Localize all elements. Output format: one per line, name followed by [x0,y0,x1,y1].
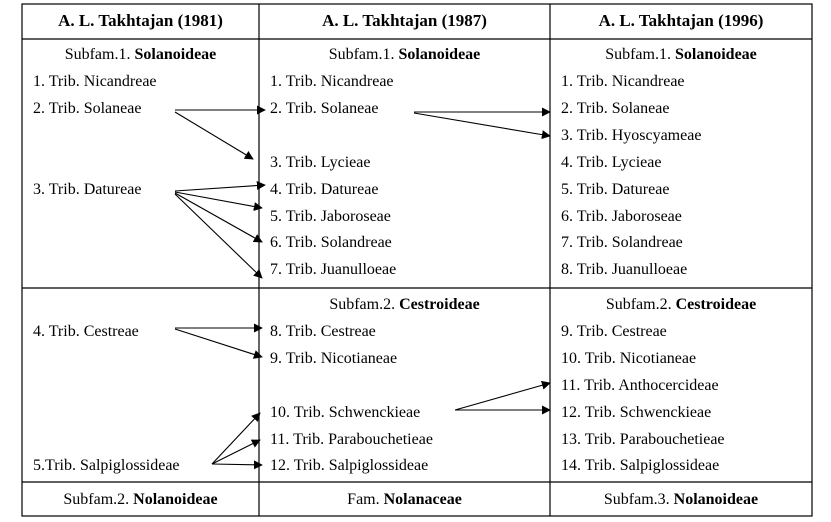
arrow-salpiglossideae-to-parabouchetieae [212,440,260,464]
arrow-datureae-to-datureae [175,185,265,191]
col3-tribe-anthocercideae: 11. Trib. Anthocercideae [561,377,719,394]
col3-tribe-solandreae: 7. Trib. Solandreae [561,234,683,251]
col2-tribe-schwenckieae: 10. Trib. Schwenckieae [270,404,421,421]
col1-tribe-nicandreae: 1. Trib. Nicandreae [33,73,157,90]
col3-tribe-solaneae: 2. Trib. Solaneae [561,100,670,117]
col2-tribe-datureae: 4. Trib. Datureae [270,181,379,198]
col3-tribe-schwenckieae: 12. Trib. Schwenckieae [561,404,712,421]
arrow-cestreae-to-nicotianeae [175,329,262,357]
col2-tribe-salpiglossideae: 12. Trib. Salpiglossideae [270,457,429,474]
col3-tribe-datureae: 5. Trib. Datureae [561,181,670,198]
col3-tribe-hyoscyameae: 3. Trib. Hyoscyameae [561,127,702,144]
col3-tribe-parabouchetieae: 13. Trib. Parabouchetieae [561,431,725,448]
arrow-solaneae-to-lycieae [175,112,253,159]
arrow-datureae-to-juanulloeae [175,194,262,278]
col1-subfamily-1: Subfam.1. Solanoideae [64,46,217,63]
col2-tribe-juanulloeae: 7. Trib. Juanulloeae [270,261,397,278]
col2-family-nolanaceae: Fam. Nolanaceae [347,491,462,508]
col1-tribe-salpiglossideae: 5.Trib. Salpiglossideae [33,457,180,474]
header-1987: A. L. Takhtajan (1987) [322,11,487,30]
col2-tribe-nicandreae: 1. Trib. Nicandreae [270,73,394,90]
col3-subfamily-2: Subfam.2. Cestroideae [605,296,757,313]
col3-tribe-lycieae: 4. Trib. Lycieae [561,154,662,171]
col2-tribe-solaneae: 2. Trib. Solaneae [270,100,379,117]
col2-tribe-parabouchetieae: 11. Trib. Parabouchetieae [270,431,433,448]
col2-tribe-nicotianeae: 9. Trib. Nicotianeae [270,350,398,367]
col2-subfamily-1: Subfam.1. Solanoideae [328,46,481,63]
col1-subfamily-2: Subfam.2. Nolanoideae [63,491,218,508]
col2-tribe-lycieae: 3. Trib. Lycieae [270,154,371,171]
header-1996: A. L. Takhtajan (1996) [598,11,764,30]
col2-tribe-cestreae: 8. Trib. Cestreae [270,323,376,340]
arrow-salpiglossideae-to-schwenckieae [212,413,260,464]
col3-tribe-nicotianeae: 10. Trib. Nicotianeae [561,350,697,367]
arrow-salpiglossideae-to-salpiglossideae [212,464,262,465]
header-1981: A. L. Takhtajan (1981) [58,11,223,30]
col3-tribe-cestreae: 9. Trib. Cestreae [561,323,667,340]
col3-tribe-nicandreae: 1. Trib. Nicandreae [561,73,685,90]
col1-tribe-datureae: 3. Trib. Datureae [33,181,142,198]
col2-subfamily-2: Subfam.2. Cestroideae [329,296,480,313]
col3-tribe-salpiglossideae: 14. Trib. Salpiglossideae [561,457,720,474]
col2-tribe-solandreae: 6. Trib. Solandreae [270,234,392,251]
col1-tribe-cestreae: 4. Trib. Cestreae [33,323,139,340]
col3-tribe-jaboroseae: 6. Trib. Jaboroseae [561,208,682,225]
col3-subfamily-3: Subfam.3. Nolanoideae [603,491,759,508]
col3-subfamily-1: Subfam.1. Solanoideae [605,46,757,63]
col2-tribe-jaboroseae: 5. Trib. Jaboroseae [270,208,391,225]
arrow-solaneae-to-hyoscyameae [414,113,550,136]
col3-tribe-juanulloeae: 8. Trib. Juanulloeae [561,261,688,278]
col1-tribe-solaneae: 2. Trib. Solaneae [33,100,142,117]
arrow-schwenckieae-to-anthocercideae [455,383,550,410]
